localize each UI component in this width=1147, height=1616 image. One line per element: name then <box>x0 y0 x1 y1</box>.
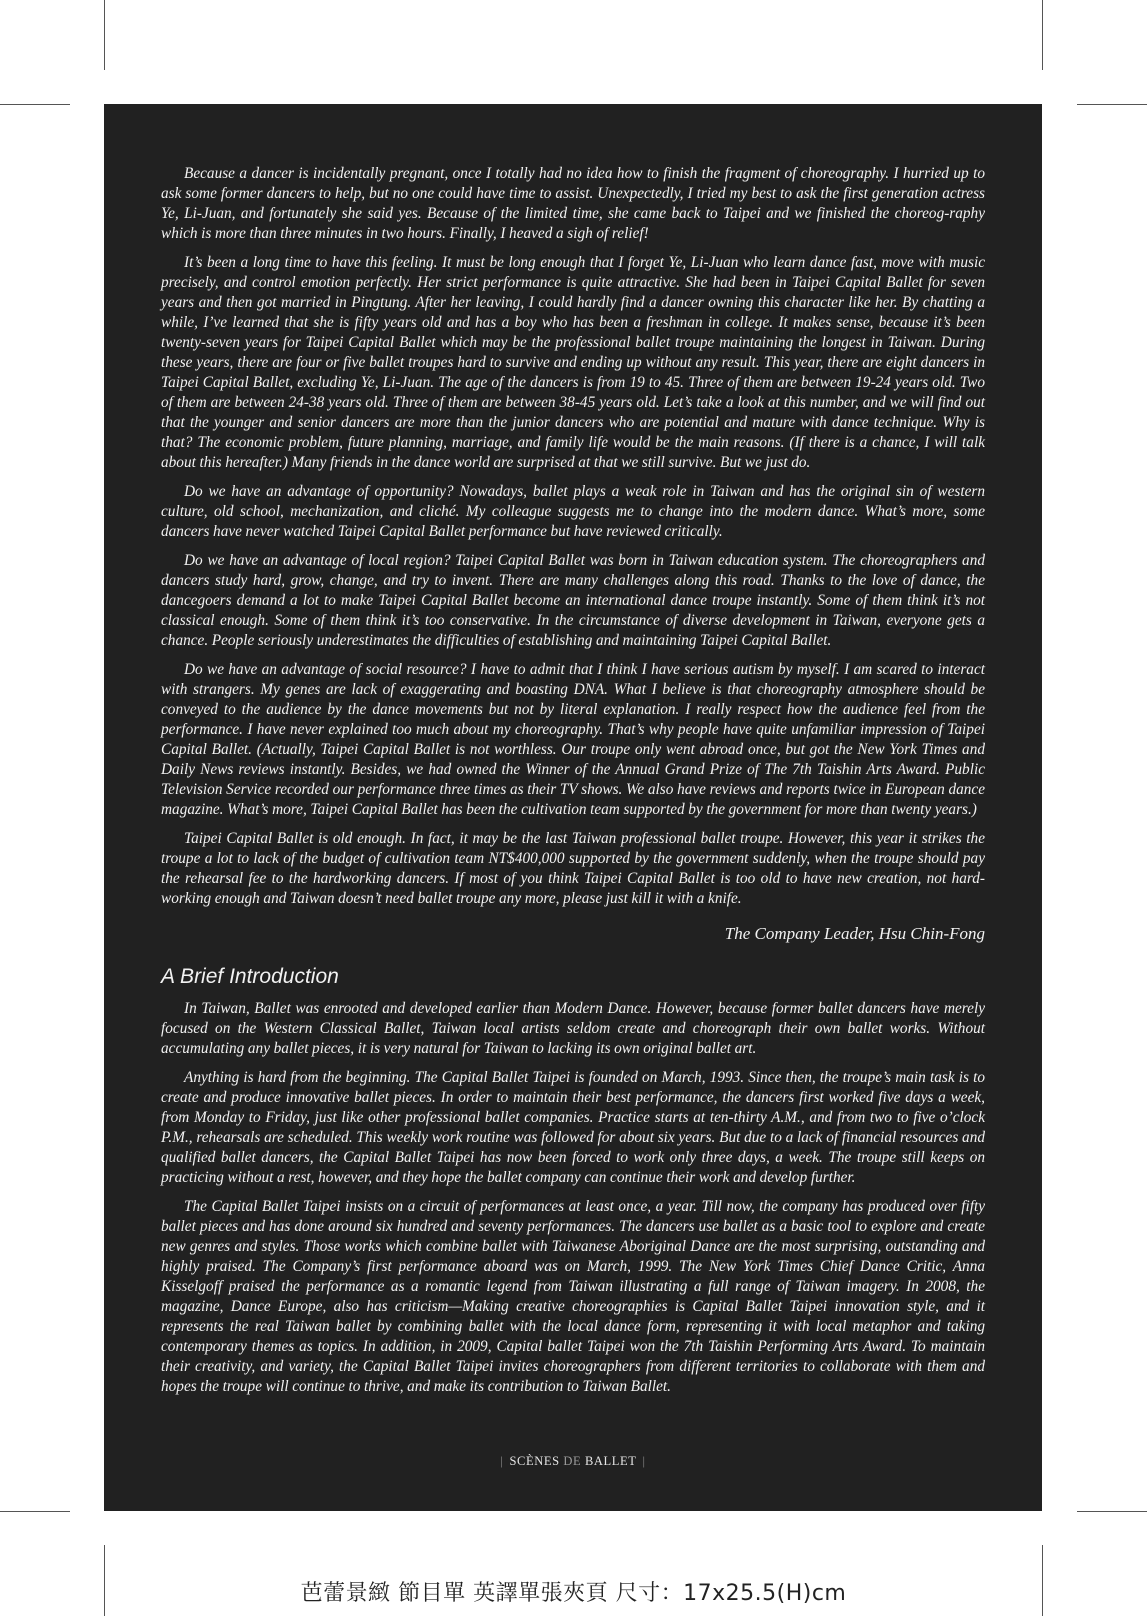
signature: The Company Leader, Hsu Chin-Fong <box>724 924 985 943</box>
crop-mark-top-left <box>104 0 105 70</box>
paragraph: Taipei Capital Ballet is old enough. In fact, it may be the last Taiwan professional ballet troupe. However, this year it strikes the troupe a lot to lack of the budget of cultivation team NT$400,000 supported by the government suddenly, when the troupe should pay the rehearsal fee to the hardworking dancers. If most of you think Taipei Capital Ballet is too old to have new creation, not hard-working enough and Taiwan doesn’t need ballet troupe any more, please just kill it with a knife. <box>161 830 985 907</box>
paragraph: The Capital Ballet Taipei insists on a circuit of performances at least once, a year. Till now, the company has produced over fifty ballet pieces and has done around six hundred and seventy performances. The dancers use ballet as a basic tool to explore and create new genres and styles. Those works which combine ballet with Taiwanese Aboriginal Dance are the most surprising, outstanding and highly praised. The Company’s first performance aboard was on March, 1999. The New York Times Chief Dance Critic, Anna Kisselgoff praised the performance as a romantic legend from Taiwan illustrating a full range of Taiwan imagery. In 2008, the magazine, Dance Europe, also has criticism—Making creative choreographies is Capital Ballet Taipei innovation style, and it represents the real Taiwan ballet by combining ballet with the local dance form, representing it with local metaphor and taking contemporary themes as topics. In addition, in 2009, Capital ballet Taipei won the 7th Taishin Performing Arts Award. To maintain their creativity, and variety, the Capital Ballet Taipei invites choreographers from different territories to collaborate with them and hopes the troupe will continue to thrive, and make its contribution to Taiwan Ballet. <box>161 1198 985 1395</box>
crop-mark-left-bottom <box>0 1511 70 1512</box>
crop-mark-top-right <box>1042 0 1043 70</box>
paragraph: Anything is hard from the beginning. The Capital Ballet Taipei is founded on March, 1993. Since then, the troupe’s main task is to create and produce innovative ballet pieces. In order to maintain their best performance, the dancers first worked five days a week, from Monday to Friday, just like other professional ballet companies. Practice starts at ten-thirty A.M., and from two to five o’clock P.M., rehearsals are scheduled. This weekly work routine was followed for about six years. But due to a lack of financial resources and qualified ballet dancers, the Capital Ballet Taipei has now been forced to work only three days, a week. The troupe still keeps on practicing without a rest, however, and they hope the ballet company can continue their work and develop further. <box>161 1069 985 1186</box>
paragraph: In Taiwan, Ballet was enrooted and developed earlier than Modern Dance. However, because former ballet dancers have merely focused on the Western Classical Ballet, Taiwan local artists seldom create and choreograph their own ballet works. Without accumulating any ballet pieces, it is very natural for Taiwan to lacking its own original ballet art. <box>161 1000 985 1057</box>
crop-mark-right-top <box>1077 104 1147 105</box>
crop-mark-left-top <box>0 104 70 105</box>
footer-bar-left: | <box>500 1454 504 1468</box>
paragraph: Do we have an advantage of local region? Taipei Capital Ballet was born in Taiwan education system. The choreographers and dancers study hard, grow, change, and try to invent. There are many challenges along this road. Thanks to the love of dance, the dancegoers demand a lot to make Taipei Capital Ballet become an international dance troupe instantly. Some of them think it’s not classical enough. Some of them think it’s too conservative. In the circumstance of diverse development in Taiwan, everyone gets a chance. People seriously underestimates the difficulties of establishing and maintaining Taipei Capital Ballet. <box>161 552 985 649</box>
page-footer <box>104 1454 1042 1469</box>
paragraph: Do we have an advantage of opportunity? Nowadays, ballet plays a weak role in Taiwan and has the original sin of western culture, old school, mechanization, and cliché. My colleague suggests me to change into the modern dance. What’s more, some dancers have never watched Taipei Capital Ballet performance but have reviewed critically. <box>161 483 985 540</box>
paragraph: Do we have an advantage of social resource? I have to admit that I think I have serious autism by myself. I am scared to interact with strangers. My genes are lack of exaggerating and boasting DNA. What I believe is that choreography atmosphere should be conveyed to the audience by the dance movements but not by literal explanation. I really respect how the audience feel from the performance. I have never explained too much about my choreography. That’s why people have quite unfamiliar impression of Taipei Capital Ballet. (Actually, Taipei Capital Ballet is not worthless. Our troupe only went abroad once, but got the New York Times and Daily News reviews instantly. Besides, we had owned the Winner of the Annual Grand Prize of The 7th Taishin Arts Award. Public Television Service recorded our performance three times as their TV shows. We also have reviews and reports twice in European dance magazine. What’s more, Taipei Capital Ballet has been the cultivation team supported by the government for more than twenty years.) <box>161 661 985 818</box>
footer-text-ballet: BALLET <box>581 1454 637 1468</box>
footer-bar-right: | <box>642 1454 646 1468</box>
paragraph: It’s been a long time to have this feeling. It must be long enough that I forget Ye, Li-Juan who learn dance fast, move with music precisely, and control emotion perfectly. Her strict performance is quite attractive. She had been in Taipei Capital Ballet for seven years and then got married in Pingtung. After her leaving, I could hardly find a dancer owning this character like her. By chatting a while, I’ve learned that she is fifty years old and has a boy who has been a freshman in college. It makes sense, because it’s been twenty-seven years for Taipei Capital Ballet which may be the professional ballet troupe maintaining the longest in Taiwan. During these years, there are four or five ballet troupes hard to survive and ending up without any result. This year, there are eight dancers in Taipei Capital Ballet, excluding Ye, Li-Juan. The age of the dancers is from 19 to 45. Three of them are between 19-24 years old. Two of them are between 24-38 years old. Three of them are between 38-45 years old. Let’s take a look at this number, and we will find out that the younger and senior dancers are more than the junior dancers who are potential and mature with dance technique. Why is that? The economic problem, future planning, marriage, and family life would be the main reasons. (If there is a chance, I will talk about this hereafter.) Many friends in the dance world are surprised at that we still survive. But we just do. <box>161 254 985 471</box>
paragraph: Because a dancer is incidentally pregnant, once I totally had no idea how to finish the fragment of choreography. I hurried up to ask some former dancers to help, but no one could have time to assist. Unexpectedly, I tried my best to ask the first generation actress Ye, Li-Juan, and fortunately she said yes. Because of the limited time, she came back to Taipei and we finished the choreog-raphy which is more than three minutes in two hours. Finally, I heaved a sigh of relief! <box>161 165 985 242</box>
document-page <box>104 104 1042 1511</box>
footer-text-scenes: SCÈNES <box>509 1454 564 1468</box>
section-title: A Brief Introduction <box>161 965 339 988</box>
footer-text-de: DE <box>563 1454 582 1468</box>
crop-mark-right-bottom <box>1077 1511 1147 1512</box>
print-caption: 芭蕾景緻 節目單 英譯單張夾頁 尺寸：17x25.5(H)cm <box>300 1581 847 1606</box>
